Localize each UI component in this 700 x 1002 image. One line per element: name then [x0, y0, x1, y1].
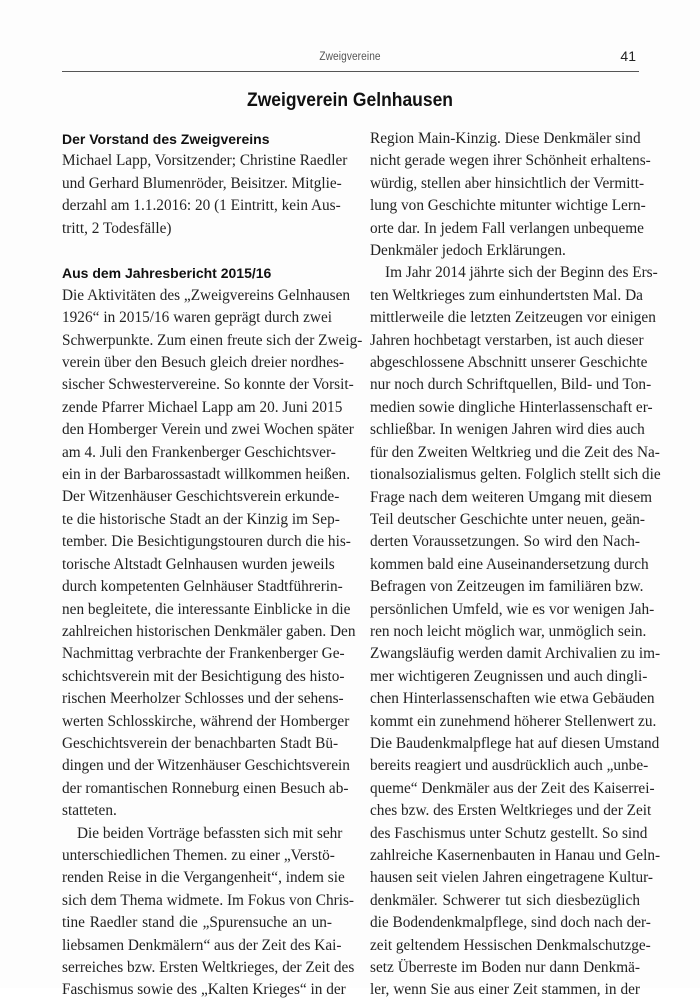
text-line: derzahl am 1.1.2016: 20 (1 Eintritt, kein Aus- [62, 197, 341, 215]
text-line: persönlichen Umfeld, wie es vor wenigen Jah- [370, 600, 655, 618]
text-line: Im Jahr 2014 jährte sich der Beginn des Ers- [385, 264, 658, 282]
text-line: Frage nach dem weiteren Umgang mit diesem [370, 488, 653, 506]
text-line: medien sowie dingliche Hinterlassenschaft er- [370, 398, 653, 416]
text-line: Die beiden Vorträge befassten sich mit sehr [77, 824, 343, 842]
text-line: bereits reagiert und ausdrücklich auch „unbe- [370, 757, 649, 775]
text-line: sischer Schwestervereine. So konnte der Vorsit- [62, 376, 354, 394]
text-line: Faschismus sowie des „Kalten Krieges“ in der [62, 981, 346, 999]
text-line: Befragen von Zeitzeugen im familiären bzw. [370, 578, 644, 596]
text-line: nicht gerade wegen ihrer Schönheit erhaltens- [370, 152, 651, 170]
chapter-title: Zweigverein Gelnhausen [247, 90, 453, 111]
text-line: liebsamen Denkmälern“ aus der Zeit des Kai- [62, 936, 342, 954]
header-rule [62, 71, 639, 72]
board-heading: Der Vorstand des Zweigvereins [62, 131, 270, 147]
report-paragraph-2 [62, 823, 355, 1002]
section-gap [62, 240, 332, 262]
text-line: Teil deutscher Geschichte unter neuen, geän- [370, 510, 646, 528]
text-line: Denkmäler jedoch Erklärungen. [370, 242, 566, 260]
text-line: chen Hinterlassenschaften wie etwa Gebäuden [370, 690, 655, 708]
text-line: ler, wenn Sie aus einer Zeit stammen, in der [370, 981, 640, 999]
text-line: mer wichtigeren Zeugnissen und auch dingli- [370, 667, 648, 685]
monuments-paragraph [370, 128, 651, 262]
text-line: serreiches bzw. Ersten Weltkrieges, der Zeit des [62, 959, 355, 977]
text-line: mittlerweile die letzten Zeitzeugen vor einigen [370, 309, 656, 327]
text-line: Jahren hochbetagt verstarben, ist auch dieser [370, 331, 644, 349]
text-line: kommen bald eine Auseinandersetzung durch [370, 555, 649, 573]
text-line: setz Überreste im Boden nur dann Denkmä- [370, 959, 640, 977]
text-line: schließbar. In wenigen Jahren wird dies auch [370, 421, 645, 439]
text-line: verein über den Besuch gleich dreier nordhes- [62, 354, 345, 372]
text-line: sich dem Thema widmete. Im Fokus von Chris- [62, 891, 355, 909]
text-line: ren noch leicht möglich war, unmöglich sein. [370, 622, 647, 640]
text-line: orte dar. In jedem Fall verlangen unbequeme [370, 219, 644, 237]
text-line: durch kompetenten Gelnhäuser Stadtführerin- [62, 578, 343, 596]
text-line: queme“ Denkmäler aus der Zeit des Kaiserrei- [370, 779, 655, 797]
text-line: Michael Lapp, Vorsitzender; Christine Raedler [62, 152, 348, 170]
text-line: Der Witzenhäuser Geschichtsverein erkunde- [62, 488, 340, 506]
text-line: zahlreichen historischen Denkmäler gaben. Den [62, 622, 356, 640]
text-line: derten Voraussetzungen. So wird den Nach- [370, 533, 640, 551]
text-line: am 4. Juli den Frankenberger Geschichtsver- [62, 443, 336, 461]
text-line: Nachmittag verbrachte der Frankenberger Ge- [62, 645, 345, 663]
text-line: Geschichtsverein der benachbarten Stadt Bü- [62, 734, 339, 752]
text-line: statteten. [62, 802, 117, 820]
left-column [62, 128, 363, 1002]
text-line: rischen Meerholzer Schlosses und der sehens- [62, 690, 344, 708]
board-paragraph [62, 150, 348, 240]
text-line: nur noch durch Schriftquellen, Bild- und Ton- [370, 376, 652, 394]
text-line: unterschiedlichen Themen. zu einer „Verstö- [62, 846, 335, 864]
text-line: kommt ein zunehmend höherer Stellenwert zu. [370, 712, 657, 730]
page-number: 41 [620, 48, 636, 64]
annual-report-heading: Aus dem Jahresbericht 2015/16 [62, 265, 272, 282]
ww1-paragraph [370, 262, 661, 1001]
text-line: dingen und der Witzenhäuser Geschichtsverein [62, 757, 350, 775]
text-line: für den Zweiten Weltkrieg und die Zeit des Na- [370, 443, 660, 461]
text-line: zeit geltendem Hessischen Denkmalschutzge- [370, 936, 651, 954]
text-line: würdig, stellen aber hinsichtlich der Vermitt- [370, 174, 645, 192]
text-line: den Homberger Verein und zwei Wochen später [62, 421, 354, 439]
text-line: des Faschismus unter Schutz gestellt. So sind [370, 824, 648, 842]
text-line: te die historische Stadt an der Kinzig im Sep- [62, 510, 340, 528]
text-line: abgeschlossene Abschnitt unserer Geschichte [370, 354, 648, 372]
text-line: lung von Geschichte mitunter wichtige Lern- [370, 197, 646, 215]
running-head [62, 48, 638, 68]
text-line: ten Weltkrieges zum einhundertsten Mal. Da [370, 286, 643, 304]
text-line: Die Aktivitäten des „Zweigvereins Gelnhausen [62, 286, 351, 304]
text-line: hausen seit vielen Jahren eingetragene Kultur- [370, 869, 653, 887]
text-line: zende Pfarrer Michael Lapp am 20. Juni 2015 [62, 398, 343, 416]
text-line: tine Raedler stand die „Spurensuche an un- [62, 914, 332, 932]
text-line: tember. Die Besichtigungstouren durch die his- [62, 533, 351, 551]
text-line: denkmäler. Schwerer tut sich diesbezüglich [370, 891, 640, 909]
text-line: 1926“ in 2015/16 waren geprägt durch zwei [62, 309, 332, 327]
text-line: Region Main-Kinzig. Diese Denkmäler sind [370, 130, 641, 147]
running-head-title: Zweigvereine [319, 51, 381, 63]
text-line: Die Baudenkmalpflege hat auf diesen Umstand [370, 734, 660, 752]
text-line: tritt, 2 Todesfälle) [62, 219, 172, 237]
text-line: und Gerhard Blumenröder, Beisitzer. Mitglie- [62, 174, 342, 192]
text-line: torische Altstadt Gelnhausen wurden jeweils [62, 555, 335, 573]
text-line: ein in der Barbarossastadt willkommen heißen. [62, 466, 351, 484]
text-line: schichtsverein mit der Besichtigung des histo- [62, 667, 345, 685]
text-line: ches bzw. des Ersten Weltkrieges und der Zeit [370, 802, 652, 820]
text-line: Zwangsläufig werden damit Archivalien zu im- [370, 645, 661, 663]
text-line: der romantischen Ronneburg einen Besuch ab- [62, 779, 349, 797]
text-line: die Bodendenkmalpflege, sind doch nach der- [370, 914, 651, 932]
report-paragraph-1 [62, 285, 363, 823]
text-line: Schwerpunkte. Zum einen freute sich der Zweig- [62, 331, 363, 349]
text-line: nen begleitete, die interessante Einblicke in die [62, 600, 351, 618]
text-line: werten Schlosskirche, während der Homberger [62, 712, 350, 730]
text-line: tionalsozialismus gelten. Folglich stellt sich die [370, 466, 661, 484]
right-column [370, 128, 661, 1002]
text-line: renden Reise in die Vergangenheit“, indem sie [62, 869, 345, 887]
text-line: zahlreiche Kasernenbauten in Hanau und Geln- [370, 847, 661, 864]
